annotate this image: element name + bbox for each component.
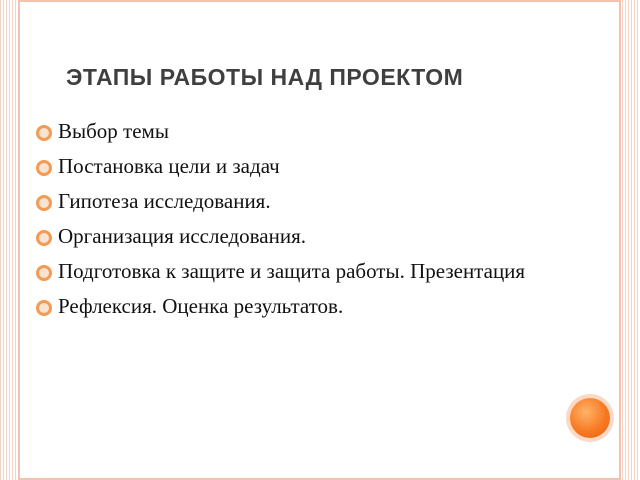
list-item [36,293,556,319]
frame-line-left [18,0,20,480]
ring-bullet-icon [36,230,52,246]
list-item [36,153,556,179]
list-item-text: Рефлексия. Оценка результатов. [58,294,344,318]
slide-title: ЭТАПЫ РАБОТЫ НАД ПРОЕКТОМ [66,64,464,90]
ring-bullet-icon [36,125,52,141]
orange-circle-icon [570,398,610,438]
ring-bullet-icon [36,195,52,211]
ring-bullet-icon [36,300,52,316]
frame-top [18,0,621,2]
right-striped-border [622,0,640,480]
ring-bullet-icon [36,265,52,281]
ring-bullet-icon [36,160,52,176]
list-item-text: Гипотеза исследования. [58,189,271,213]
list-item-text: Постановка цели и задач [58,154,280,178]
list-item [36,118,556,144]
list-item-text: Организация исследования. [58,224,307,248]
list-item-text: Подготовка к защите и защита работы. Презентация [58,259,526,283]
bullet-list [36,118,556,328]
list-item [36,188,556,214]
list-item-text: Выбор темы [58,119,169,143]
list-item [36,258,556,284]
frame-line-right [619,0,621,480]
left-striped-border [0,0,16,480]
list-item [36,223,556,249]
